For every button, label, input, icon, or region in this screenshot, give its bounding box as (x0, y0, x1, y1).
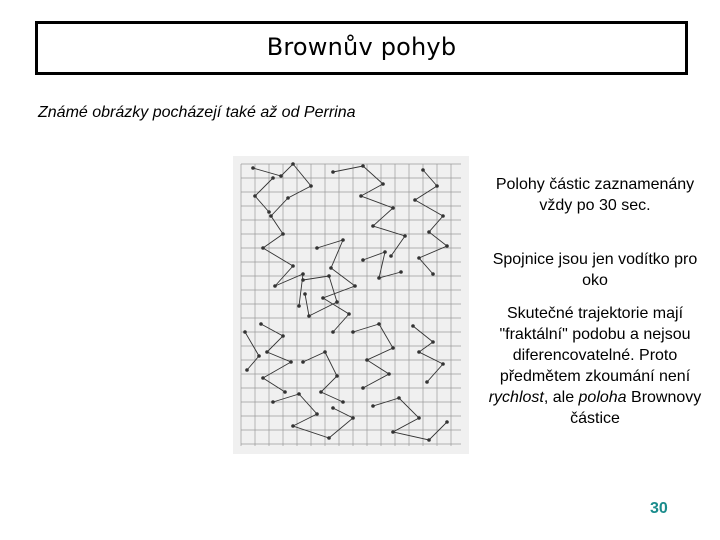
particle-position-dot (253, 194, 257, 198)
particle-position-dot (425, 380, 429, 384)
particle-position-dot (361, 164, 365, 168)
particle-position-dot (353, 284, 357, 288)
title-box (35, 21, 688, 75)
particle-position-dot (359, 194, 363, 198)
particle-position-dot (347, 312, 351, 316)
particle-position-dot (441, 214, 445, 218)
particle-position-dot (309, 184, 313, 188)
particle-position-dot (371, 404, 375, 408)
particle-position-dot (291, 264, 295, 268)
particle-position-dot (329, 266, 333, 270)
particle-position-dot (281, 334, 285, 338)
particle-position-dot (377, 322, 381, 326)
particle-position-dot (435, 184, 439, 188)
particle-path (303, 276, 337, 316)
particle-position-dot (267, 210, 271, 214)
particle-position-dot (251, 166, 255, 170)
particle-position-dot (291, 162, 295, 166)
particle-position-dot (427, 438, 431, 442)
note-fractal-part2: , ale (543, 389, 579, 406)
particle-position-dot (351, 330, 355, 334)
particle-position-dot (445, 244, 449, 248)
particle-position-dot (301, 272, 305, 276)
particle-position-dot (297, 304, 301, 308)
particle-position-dot (335, 374, 339, 378)
particle-position-dot (297, 392, 301, 396)
particle-position-dot (417, 350, 421, 354)
note-fractal-em-position: poloha (578, 389, 627, 406)
particle-position-dot (383, 250, 387, 254)
particle-position-dot (319, 390, 323, 394)
particle-position-dot (441, 362, 445, 366)
particle-position-dot (279, 174, 283, 178)
particle-position-dot (301, 278, 305, 282)
particle-position-dot (315, 412, 319, 416)
particle-position-dot (331, 170, 335, 174)
particle-path (413, 326, 443, 382)
particle-path (261, 324, 291, 392)
particle-position-dot (323, 350, 327, 354)
note-fractal (485, 303, 705, 429)
particle-position-dot (289, 360, 293, 364)
particle-position-dot (413, 198, 417, 202)
particle-position-dot (381, 182, 385, 186)
particle-position-dot (341, 400, 345, 404)
slide-title: Brownův pohyb (266, 33, 457, 61)
particle-position-dot (431, 340, 435, 344)
particle-position-dot (281, 232, 285, 236)
particle-position-dot (257, 354, 261, 358)
particle-position-dot (321, 296, 325, 300)
particle-position-dot (387, 372, 391, 376)
particle-position-dot (391, 430, 395, 434)
particle-position-dot (335, 300, 339, 304)
particle-position-dot (331, 406, 335, 410)
particle-path (245, 332, 259, 370)
particle-position-dot (271, 176, 275, 180)
brownian-motion-figure (233, 156, 469, 454)
particle-position-dot (303, 292, 307, 296)
particle-position-dot (307, 314, 311, 318)
note-lines: Spojnice jsou jen vodítko pro oko (492, 251, 698, 289)
note-fractal-em-speed: rychlost (488, 389, 544, 406)
particle-position-dot (243, 330, 247, 334)
particle-position-dot (291, 424, 295, 428)
particle-position-dot (365, 358, 369, 362)
note-fractal-part1: Skutečné trajektorie mají "fraktální" podobu a nejsou diferencovatelné. Proto předmětem zkoumání není (499, 305, 691, 385)
particle-position-dot (286, 196, 290, 200)
grid-lines (241, 164, 461, 446)
page-number: 30 (650, 500, 668, 517)
brownian-trajectory-plot (233, 156, 469, 454)
particle-position-dot (371, 224, 375, 228)
particle-path (373, 398, 447, 440)
particle-position-dot (271, 400, 275, 404)
particle-position-dot (351, 416, 355, 420)
particle-position-dot (427, 230, 431, 234)
particle-position-dot (361, 258, 365, 262)
particle-position-dot (411, 324, 415, 328)
particle-position-dot (273, 284, 277, 288)
particle-position-dot (445, 420, 449, 424)
particle-position-dot (391, 346, 395, 350)
particle-position-dot (341, 238, 345, 242)
particle-position-dot (259, 322, 263, 326)
particle-path (333, 166, 405, 256)
particle-position-dot (261, 376, 265, 380)
particle-path (255, 178, 273, 212)
particle-position-dot (403, 234, 407, 238)
particle-position-dot (397, 396, 401, 400)
particle-position-dot (261, 246, 265, 250)
note-fractal-part3: Brownovy částice (570, 389, 702, 427)
particle-position-dot (331, 330, 335, 334)
particle-position-dot (315, 246, 319, 250)
slide-subtitle: Známé obrázky pocházejí také až od Perrina (38, 104, 356, 121)
note-sampling: Polohy částic zaznamenány vždy po 30 sec. (495, 176, 695, 214)
particle-position-dot (431, 272, 435, 276)
particle-position-dot (301, 360, 305, 364)
particle-position-dot (391, 206, 395, 210)
particle-position-dot (389, 254, 393, 258)
particle-position-dot (377, 276, 381, 280)
particle-position-dot (283, 390, 287, 394)
particle-position-dot (361, 386, 365, 390)
particle-position-dot (399, 270, 403, 274)
particle-position-dot (417, 416, 421, 420)
particle-path (353, 324, 393, 388)
particle-position-dot (417, 256, 421, 260)
particle-position-dot (327, 436, 331, 440)
particle-position-dot (245, 368, 249, 372)
particle-position-dot (421, 168, 425, 172)
particle-position-dot (265, 350, 269, 354)
particle-position-dot (269, 214, 273, 218)
particle-position-dot (327, 274, 331, 278)
